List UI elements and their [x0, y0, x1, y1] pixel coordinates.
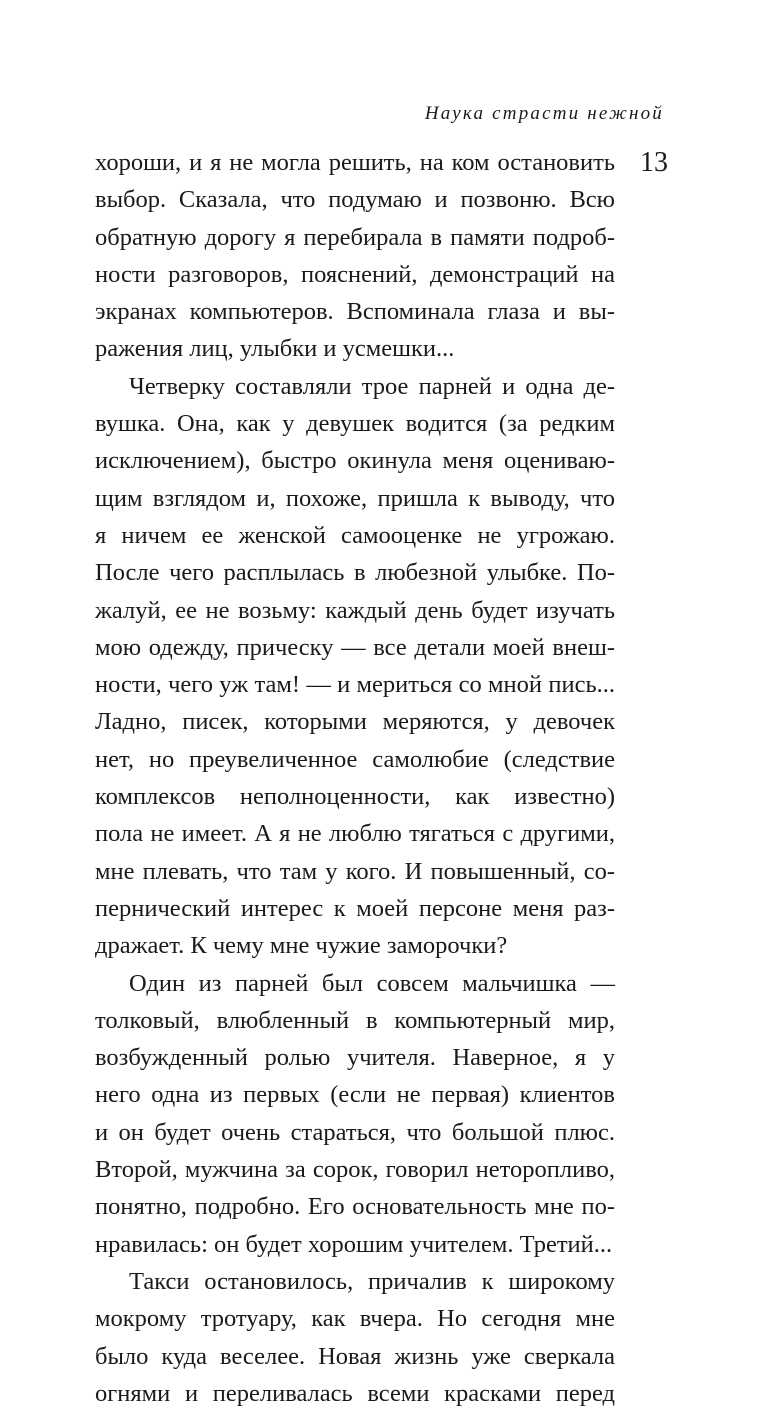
text-line: Один из парней был совсем мальчишка — — [129, 969, 615, 997]
text-line: После чего расплылась в любезной улыбке. По- — [95, 559, 615, 587]
text-line: экранах компьютеров. Вспоминала глаза и вы- — [95, 298, 615, 326]
text-line: него одна из первых (если не первая) клиентов — [95, 1081, 615, 1109]
text-line: вушка. Она, как у девушек водится (за редким — [95, 410, 615, 438]
text-line: возбужденный ролью учителя. Наверное, я у — [95, 1044, 615, 1072]
text-line: было куда веселее. Новая жизнь уже сверкала — [95, 1342, 615, 1370]
text-line: Четверку составляли трое парней и одна де- — [129, 372, 615, 400]
text-line: толковый, влюбленный в компьютерный мир, — [95, 1006, 615, 1034]
text-line: мою одежду, прическу — все детали моей внеш- — [95, 633, 615, 661]
text-line: дражает. К чему мне чужие заморочки? — [95, 932, 508, 960]
text-line: я ничем ее женской самооценке не угрожаю. — [95, 521, 615, 549]
running-title: Наука страсти нежной — [424, 103, 664, 124]
text-line: понятно, подробно. Его основательность мне по- — [95, 1193, 615, 1221]
text-line: жалуй, ее не возьму: каждый день будет изучать — [95, 596, 615, 624]
text-line: ражения лиц, улыбки и усмешки... — [95, 335, 455, 363]
text-line: мокрому тротуару, как вчера. Но сегодня мне — [95, 1305, 615, 1333]
text-line: Ладно, писек, которыми меряются, у девочек — [95, 708, 615, 736]
text-line: исключением), быстро окинула меня оцениваю- — [95, 447, 615, 475]
text-line: и он будет очень стараться, что большой плюс. — [95, 1118, 615, 1146]
text-line: пернический интерес к моей персоне меня раз- — [95, 894, 615, 922]
text-line: щим взглядом и, похоже, пришла к выводу, что — [95, 484, 615, 512]
text-line: ности, чего уж там! — и мериться со мной пись... — [95, 671, 615, 699]
text-line: Второй, мужчина за сорок, говорил неторопливо, — [95, 1156, 615, 1184]
text-line: комплексов неполноценности, как известно) — [95, 783, 615, 811]
text-line: нравилась: он будет хорошим учителем. Третий... — [95, 1230, 613, 1258]
body-text — [95, 144, 615, 1412]
page-number: 13 — [640, 147, 668, 178]
text-line: пола не имеет. А я не люблю тягаться с другими, — [95, 820, 615, 848]
text-line: огнями и переливалась всеми красками перед — [95, 1379, 615, 1407]
text-line: нет, но преувеличенное самолюбие (следствие — [95, 745, 615, 773]
text-line: выбор. Сказала, что подумаю и позвоню. Всю — [95, 186, 615, 214]
text-line: Такси остановилось, причалив к широкому — [129, 1267, 615, 1295]
text-line: хороши, и я не могла решить, на ком остановить — [95, 149, 615, 176]
text-line: ности разговоров, пояснений, демонстраций на — [95, 260, 615, 288]
text-line: мне плевать, что там у кого. И повышенный, со- — [95, 857, 615, 885]
text-line: обратную дорогу я перебирала в памяти подроб- — [95, 223, 615, 251]
